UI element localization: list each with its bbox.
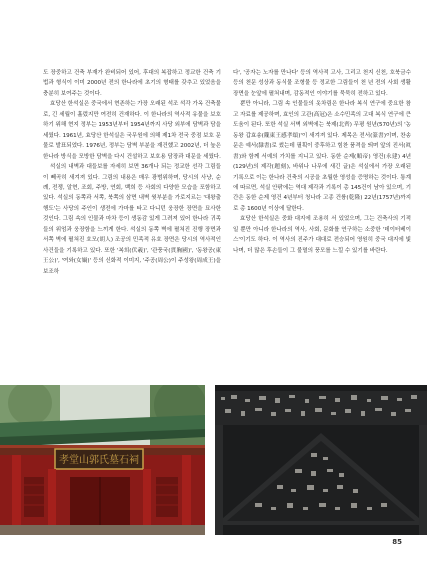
left-text-column	[43, 68, 221, 277]
temple-sign-text: 孝堂山郭氏墓石祠	[59, 455, 139, 466]
paragraph: 석실의 내벽과 대들보를 자세히 보면 36개나 되는 정교한 선각 그림들이 빼곡히 새겨져 있다. 그림의 내용은 매우 광범위하며, 당시의 사냥, 순례, 전쟁, 알현, 조회, 주방, 연회, 백희 등 사회의 다양한 모습을 포함하고 있다. 석실의 동쪽과 서쪽, 북쪽의 삼면 내벽 윗부분을 가로지르는 '대왕출행도'는 사당의 주인이 생전에 가마를 타고 다니던 웅장한 장면을 묘사한 것인다. 그림 속의 인물과 마차 등이 생동감 있게 그려져 있어 한나라 귀족들의 위엄과 웅장함을 느끼게 한다. 석실의 동쪽 벽에 펼쳐진 진행 장면과 서쪽 벽에 펼쳐진 호모(胡人) 조공의 민족적 유호 장면은 당시의 역사적인 사건들을 기록하고 있다. 또한 '복희(伏羲)', '관풍국(貫胸國)', '동왕공(東王公)', '여와(女媧)' 등의 신화적 이미지, '주공(周公)이 주성왕(周成王)을 보조하	[43, 164, 221, 275]
right-text-column	[233, 68, 411, 256]
paragraph: 효당산 한석실은 중국에서 현존하는 가장 오래된 석조 석각 가옥 건축물로, 긴 세월이 흘렀지만 여전히 건재하다. 이 한나라의 역사적 유물을 보호하기 위해 현지 정부는 1953년부터 1954년까지 사당 외부에 담벽과 담을 세웠다. 1961년, 효당산 한석실은 국무원에 의해 제1차 전국 중점 보호 문물로 발표되었다. 1976년, 정부는 담벽 부분을 재건했고 2002년, 더 높은 한나라 방식을 모방한 담벽을 다시 건설하고 보호용 담장과 대문을 세웠다.	[43, 101, 221, 160]
paragraph: 효당산 한석실은 중화 대지에 조용히 서 있었으며, 그는 건축사의 기적일 뿐만 아니라 한나라의 역사, 사회, 문화를 연구하는 소중한 '데이터베이스'이기도 하다. 이 역사의 진주가 대대로 전승되어 영원히 중국 대지에 빛나며, 더 많은 후손들이 그 불멸의 풍모를 느낄 수 있기를 바란다.	[233, 216, 411, 254]
stone-rubbing-photo	[215, 385, 427, 535]
page-number: 85	[392, 538, 402, 546]
temple-gate-photo	[0, 385, 205, 535]
paragraph: 다', '공자는 노자를 만나다' 등의 역사적 고사, 그리고 천지 신천, 호북금수 등의 천문 성상과 동식물 조형물 등 정교한 그림들이 천 년 전의 사회 생활 장면을 눈앞에 펼쳐내며, 감동적인 이야기를 묵묵히 전하고 있다.	[233, 70, 411, 97]
paragraph: 도 장중하고 건축 부재가 완비되어 있어, 후대의 복잡하고 정교한 건축 기법과 형식이 이미 2000년 전의 한나라에 초기의 형태를 갖추고 있었음을 충분히 보여주는 것이다.	[43, 70, 221, 97]
paragraph: 뿐만 아니라, 그림 속 인물들의 옷차림은 한나라 복식 연구에 중요한 참고 자료를 제공하며, 효인의 고관(高冠)은 소수민족의 고대 복식 연구에 큰 도움이 된다. 또한 석실 서벽 외벽에는 북제(北齊) 무평 원년(570년)의 '농동왕 갑효송(隴東王感孝頌)'이 새겨져 있다. 제목은 전서(篆書)이며, 찬송문은 예서(隸書)로 썼는데 필획이 중후하고 힘찬 품격을 띄며 앞의 진서(眞書)와 함께 서예의 가치를 지니고 있다. 동한 순제(順帝) 영건(永建) 4년(129년)의 제각(題刻), 바위나 나무에 새긴 글)은 석실에서 가장 오래된 기록으로 이는 한나라 건축의 시공을 초월한 영성을 증명하는 것이다. 통계에 따르면, 석실 안팎에는 역대 제각과 기록이 총 145건이 남아 있으며, 기간은 동한 순제 영건 4년부터 청나라 고종 건륭(乾隆) 22년(1757년)까지로 총 1600년 이상에 달한다.	[233, 101, 411, 212]
